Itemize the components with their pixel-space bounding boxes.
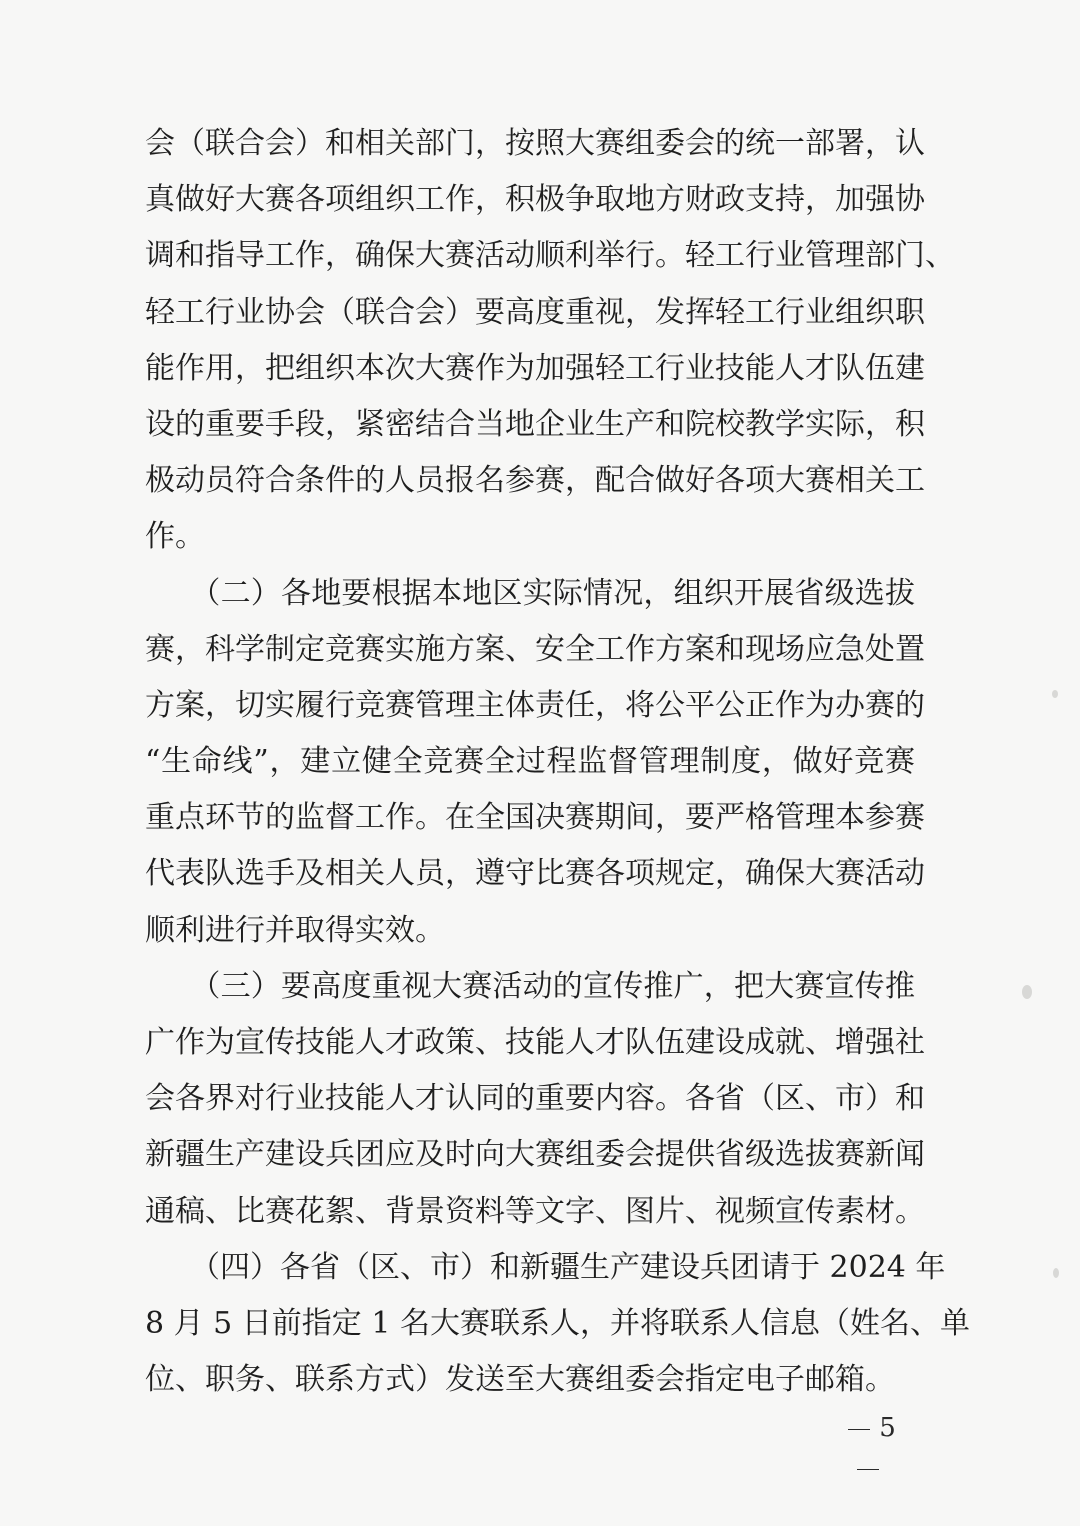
text-line: 8 月 5 日前指定 1 名大赛联系人，并将联系人信息（姓名、单 [145,1305,970,1341]
text-line: 方案，切实履行竞赛管理主体责任，将公平公正作为办赛的 [145,687,925,723]
text-line: 位、职务、联系方式）发送至大赛组委会指定电子邮箱。 [145,1362,895,1398]
text-line: 新疆生产建设兵团应及时向大赛组委会提供省级选拔赛新闻 [145,1137,925,1173]
text-line: “生命线”，建立健全竞赛全过程监督管理制度，做好竞赛 [145,744,915,780]
dash-right [857,1469,879,1470]
text-line: 顺利进行并取得实效。 [145,912,445,948]
text-line: 调和指导工作，确保大赛活动顺利举行。轻工行业管理部门、 [145,238,955,274]
scan-speck [1022,985,1032,999]
text-line: 极动员符合条件的人员报名参赛，配合做好各项大赛相关工 [145,463,925,499]
text-line: 轻工行业协会（联合会）要高度重视，发挥轻工行业组织职 [145,294,925,330]
text-line: 设的重要手段，紧密结合当地企业生产和院校教学实际，积 [145,406,925,442]
dash-left [848,1429,870,1430]
text-line: （二）各地要根据本地区实际情况，组织开展省级选拔 [145,575,915,611]
document-body [145,116,970,1408]
text-line: 赛，科学制定竞赛实施方案、安全工作方案和现场应急处置 [145,631,925,667]
text-line: 会（联合会）和相关部门，按照大赛组委会的统一部署，认 [145,126,925,161]
page-number-value: 5 [879,1413,896,1443]
text-line: 广作为宣传技能人才政策、技能人才队伍建设成就、增强社 [145,1025,925,1060]
text-line: 通稿、比赛花絮、背景资料等文字、图片、视频宣传素材。 [145,1193,925,1229]
page-number [820,1408,915,1448]
text-line: 重点环节的监督工作。在全国决赛期间，要严格管理本参赛 [145,800,925,836]
scan-speck [1053,1268,1059,1278]
text-line: 会各界对行业技能人才认同的重要内容。各省（区、市）和 [145,1081,925,1117]
text-line: （三）要高度重视大赛活动的宣传推广，把大赛宣传推 [145,968,915,1004]
text-line: 真做好大赛各项组织工作，积极争取地方财政支持，加强协 [145,182,925,218]
text-line: 作。 [145,519,205,555]
text-line: 代表队选手及相关人员，遵守比赛各项规定，确保大赛活动 [145,856,925,892]
scan-speck [1052,690,1058,698]
text-line: 能作用，把组织本次大赛作为加强轻工行业技能人才队伍建 [145,350,925,386]
text-line: （四）各省（区、市）和新疆生产建设兵团请于 2024 年 [145,1249,946,1285]
